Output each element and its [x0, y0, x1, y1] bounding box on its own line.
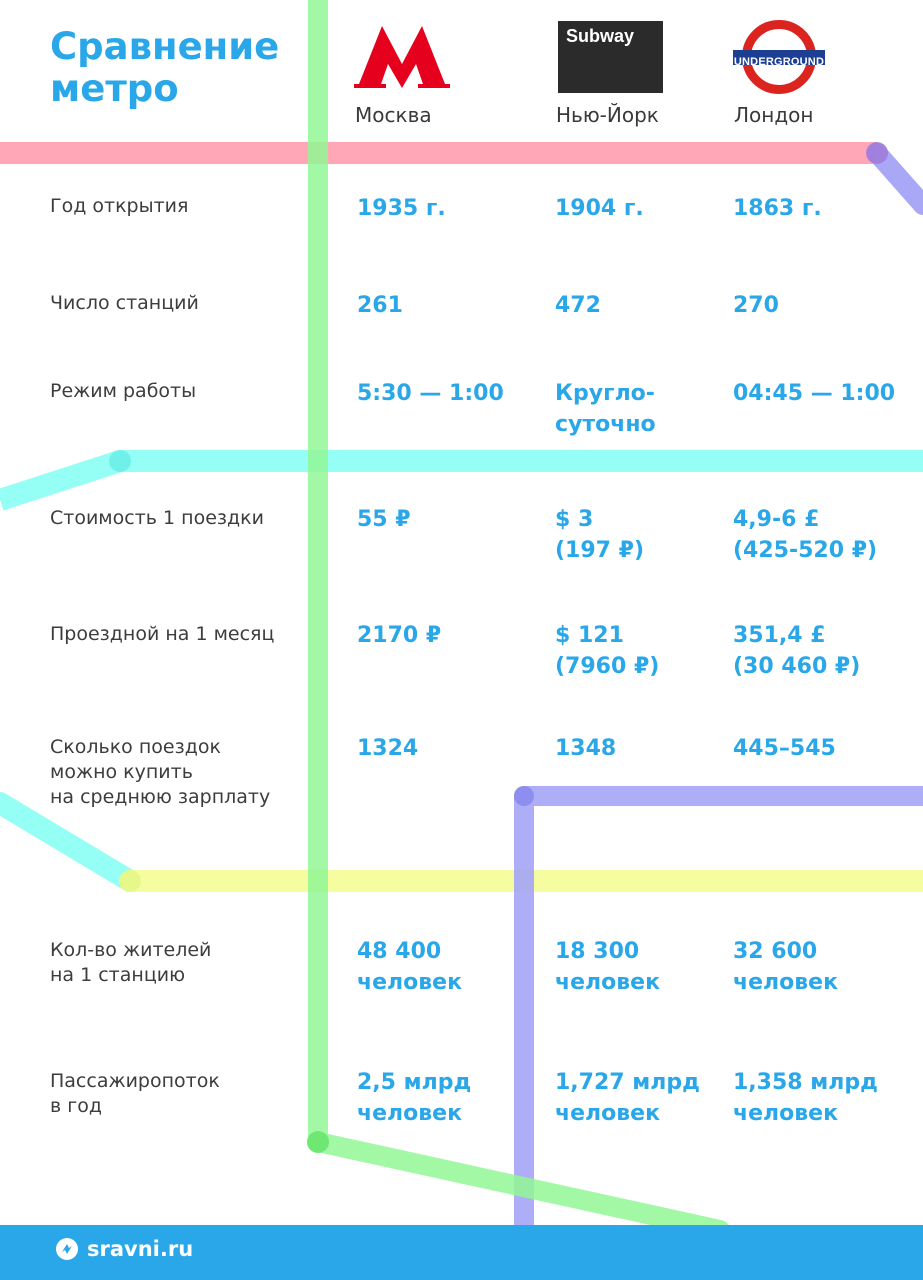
nyc-subway-logo: [558, 21, 663, 93]
value-line: 4,9-6 £: [733, 507, 820, 532]
value-line: 55 ₽: [357, 507, 411, 532]
value-line: 1324: [357, 736, 419, 761]
row-label-stations: [50, 291, 199, 316]
value-line: 472: [555, 293, 601, 318]
value-line: 270: [733, 293, 779, 318]
label-line: Режим работы: [50, 380, 197, 402]
value-moscow-single-fare: [357, 504, 411, 535]
value-london-trips-per-salary: [733, 733, 836, 764]
roundel-text: UNDERGROUND: [733, 56, 825, 68]
value-line: 48 400: [357, 939, 442, 964]
value-line: 1935 г.: [357, 196, 446, 221]
value-line: $ 121: [555, 623, 624, 648]
value-moscow-opening-year: [357, 193, 446, 224]
value-line: (7960 ₽): [555, 654, 660, 679]
value-line: (30 460 ₽): [733, 654, 861, 679]
value-line: 351,4 £: [733, 623, 826, 648]
value-line: 445–545: [733, 736, 836, 761]
footer-brand-text: sravni.ru: [87, 1237, 194, 1261]
city-london: Лондон: [734, 103, 814, 127]
value-line: человек: [733, 970, 839, 995]
value-line: человек: [555, 1101, 661, 1126]
value-moscow-stations: [357, 290, 403, 321]
value-moscow-trips-per-salary: [357, 733, 418, 764]
value-line: 1,727 млрд: [555, 1070, 700, 1095]
label-line: Стоимость 1 поездки: [50, 507, 264, 529]
value-line: 2170 ₽: [357, 623, 442, 648]
label-line: в год: [50, 1095, 102, 1117]
value-line: 1904 г.: [555, 196, 644, 221]
value-newyork-opening-year: [555, 193, 644, 224]
label-line: на среднюю зарплату: [50, 786, 271, 808]
value-london-hours: [733, 378, 895, 409]
value-moscow-ridership: [357, 1067, 471, 1129]
value-newyork-trips-per-salary: [555, 733, 616, 764]
city-moscow: Москва: [355, 103, 432, 127]
value-line: человек: [357, 970, 463, 995]
value-line: человек: [733, 1101, 839, 1126]
roundel-bar: [733, 50, 825, 68]
value-line: Кругло-: [555, 381, 655, 406]
value-line: человек: [555, 970, 661, 995]
london-underground-roundel: [733, 20, 825, 94]
footer-brand[interactable]: [55, 1237, 193, 1261]
row-label-ridership: [50, 1069, 220, 1119]
value-line: (425-520 ₽): [733, 538, 878, 563]
value-london-stations: [733, 290, 779, 321]
value-newyork-ridership: [555, 1067, 700, 1129]
row-label-opening-year: [50, 194, 188, 219]
value-newyork-single-fare: [555, 504, 644, 566]
value-london-opening-year: [733, 193, 822, 224]
label-line: Год открытия: [50, 195, 189, 217]
value-line: 18 300: [555, 939, 640, 964]
label-line: Пассажиропоток: [50, 1070, 220, 1092]
value-line: суточно: [555, 412, 656, 437]
city-newyork: Нью-Йорк: [556, 103, 659, 127]
row-label-monthly-pass: [50, 622, 274, 647]
label-line: можно купить: [50, 761, 193, 783]
value-moscow-residents: [357, 936, 462, 998]
subway-logo-text: Subway: [566, 26, 635, 46]
row-label-trips-per-salary: [50, 735, 270, 810]
label-line: Число станций: [50, 292, 199, 314]
value-newyork-hours: [555, 378, 656, 440]
sravni-logo-icon: [55, 1237, 79, 1261]
value-london-single-fare: [733, 504, 877, 566]
value-london-residents: [733, 936, 838, 998]
page-title: [50, 26, 279, 110]
value-newyork-stations: [555, 290, 601, 321]
value-newyork-monthly-pass: [555, 620, 659, 682]
value-line: 1863 г.: [733, 196, 822, 221]
value-line: 5:30 — 1:00: [357, 381, 504, 406]
value-london-ridership: [733, 1067, 878, 1129]
value-moscow-monthly-pass: [357, 620, 441, 651]
value-line: 261: [357, 293, 403, 318]
value-line: 2,5 млрд: [357, 1070, 472, 1095]
value-line: 04:45 — 1:00: [733, 381, 896, 406]
line-green: [307, 0, 720, 1230]
value-line: 1348: [555, 736, 617, 761]
value-line: $ 3: [555, 507, 594, 532]
value-line: (197 ₽): [555, 538, 644, 563]
value-newyork-residents: [555, 936, 660, 998]
label-line: Кол-во жителей: [50, 939, 212, 961]
title-line-2: метро: [50, 67, 179, 110]
value-line: 1,358 млрд: [733, 1070, 878, 1095]
row-label-single-fare: [50, 506, 264, 531]
value-moscow-hours: [357, 378, 504, 409]
value-line: человек: [357, 1101, 463, 1126]
label-line: на 1 станцию: [50, 964, 186, 986]
row-label-residents-per-station: [50, 938, 211, 988]
value-london-monthly-pass: [733, 620, 860, 682]
moscow-metro-m-icon: [354, 22, 450, 88]
line-purple: [514, 786, 923, 1230]
label-line: Сколько поездок: [50, 736, 221, 758]
label-line: Проездной на 1 месяц: [50, 623, 275, 645]
value-line: 32 600: [733, 939, 818, 964]
row-label-hours: [50, 379, 196, 404]
title-line-1: Сравнение: [50, 25, 280, 68]
footer-bar: [0, 1225, 923, 1280]
